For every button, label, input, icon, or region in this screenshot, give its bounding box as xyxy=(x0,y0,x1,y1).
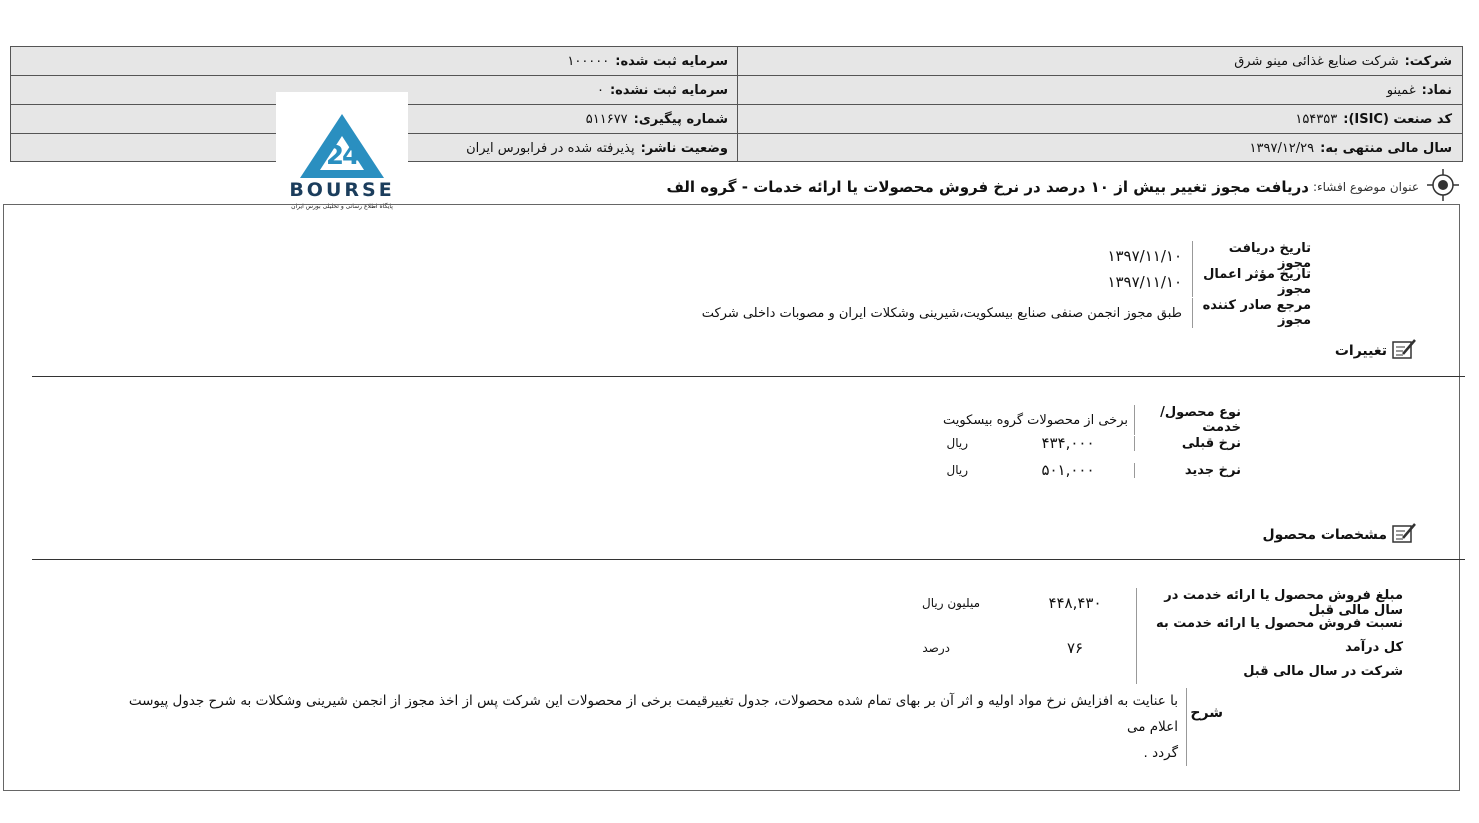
isic-value: ۱۵۴۳۵۳ xyxy=(1295,111,1338,127)
new-rate-unit: ریال xyxy=(946,463,968,477)
description-line2: گردد . xyxy=(1143,745,1178,761)
product-type-label: نوع محصول/خدمت xyxy=(1134,405,1241,435)
unregistered-capital-label: سرمایه ثبت نشده: xyxy=(609,82,728,98)
new-rate-row xyxy=(946,461,1241,479)
product-type-row xyxy=(943,405,1241,435)
info-row-isic xyxy=(11,105,1462,134)
new-rate-label: نرخ جدید xyxy=(1134,463,1241,478)
issuer-value: طبق مجوز انجمن صنفی صنایع بیسکویت،شیرینی وشکلات ایران و مصوبات داخلی شرکت xyxy=(701,305,1182,321)
registered-capital-label: سرمایه ثبت شده: xyxy=(615,53,728,69)
disclosure-subject xyxy=(666,170,1459,204)
sales-ratio-label-line2: شرکت در سال مالی قبل xyxy=(1243,664,1403,679)
changes-title: تغییرات xyxy=(1334,343,1387,359)
publisher-status-value: پذیرفته شده در فرابورس ایران xyxy=(466,140,635,156)
target-icon xyxy=(1427,169,1459,205)
product-specs-title: مشخصات محصول xyxy=(1262,527,1387,543)
changes-divider xyxy=(32,376,1465,377)
fiscal-year-cell xyxy=(737,134,1462,162)
sales-amount-unit: میلیون ریال xyxy=(922,596,980,610)
svg-text:2: 2 xyxy=(326,141,345,171)
edit-icon xyxy=(1387,521,1417,549)
company-cell xyxy=(737,47,1462,75)
bourse24-logo-mark xyxy=(276,92,408,210)
product-specs-divider xyxy=(32,559,1465,560)
info-row-fiscal xyxy=(11,134,1462,162)
sales-ratio-value: ۷۶ xyxy=(1066,639,1084,657)
sales-ratio-unit: درصد xyxy=(922,641,950,655)
registered-capital-cell xyxy=(11,47,738,75)
previous-rate-unit: ریال xyxy=(946,436,968,450)
sales-ratio-label-line1: نسبت فروش محصول یا ارائه خدمت به کل درآمد xyxy=(1156,616,1403,655)
sales-ratio-label xyxy=(1136,612,1403,684)
effective-date-label: تاریخ مؤثر اعمال مجوز xyxy=(1192,267,1311,297)
unregistered-capital-value: ۰ xyxy=(596,82,604,98)
svg-text:پایگاه اطلاع رسانی و تحلیلی بو: پایگاه اطلاع رسانی و تحلیلی بورس ایران xyxy=(291,203,393,210)
disclosure-body xyxy=(3,204,1460,791)
tracking-value: ۵۱۱۶۷۷ xyxy=(585,111,628,127)
previous-rate-label: نرخ قبلی xyxy=(1134,436,1241,451)
company-label: شرکت: xyxy=(1404,53,1452,69)
issuer-label: مرجع صادر کننده مجوز xyxy=(1192,298,1311,328)
product-specs-section-title xyxy=(1263,521,1417,549)
description-label: شرح xyxy=(1190,705,1223,721)
svg-text:BOURSE: BOURSE xyxy=(289,179,395,201)
issuer-row xyxy=(702,298,1311,328)
new-rate-value: ۵۰۱,۰۰۰ xyxy=(1041,461,1095,479)
sales-amount-value: ۴۴۸,۴۳۰ xyxy=(1048,594,1102,612)
info-row-company xyxy=(11,47,1462,76)
info-row-symbol xyxy=(11,76,1462,105)
changes-section-title xyxy=(1335,337,1417,365)
isic-label: کد صنعت (ISIC): xyxy=(1343,111,1452,127)
company-info-table xyxy=(10,46,1463,162)
subject-label: عنوان موضوع افشاء: xyxy=(1312,180,1419,194)
bourse24-logo xyxy=(276,92,408,210)
previous-rate-value: ۴۳۴,۰۰۰ xyxy=(1041,434,1095,452)
previous-rate-row xyxy=(946,434,1241,452)
receive-date-label: تاریخ دریافت مجوز xyxy=(1192,241,1311,271)
effective-date-value: ۱۳۹۷/۱۱/۱۰ xyxy=(1107,273,1182,291)
edit-icon xyxy=(1387,337,1417,365)
effective-date-row xyxy=(1107,267,1311,297)
description-line1: با عنایت به افزایش نرخ مواد اولیه و اثر آن بر بهای تمام شده محصولات، جدول تغییرقیمت برخی از محصولات این شرکت پس از اخذ مجوز از انجمن شیرینی وشکلات به شرح جدول پیوست اعلام می xyxy=(128,693,1178,735)
isic-cell xyxy=(737,105,1462,133)
svg-text:4: 4 xyxy=(342,141,361,171)
company-value: شرکت صنایع غذائی مینو شرق xyxy=(1234,53,1399,69)
subject-title: دریافت مجوز تغییر بیش از ۱۰ درصد در نرخ فروش محصولات یا ارائه خدمات - گروه الف xyxy=(666,178,1309,196)
receive-date-value: ۱۳۹۷/۱۱/۱۰ xyxy=(1107,247,1182,265)
tracking-label: شماره پیگیری: xyxy=(633,111,728,127)
sales-amount-label: مبلغ فروش محصول یا ارائه خدمت در سال مالی قبل xyxy=(1136,588,1403,618)
sales-ratio-row xyxy=(922,612,1403,684)
publisher-status-label: وضعیت ناشر: xyxy=(640,140,728,156)
registered-capital-value: ۱۰۰۰۰۰ xyxy=(567,53,610,69)
fiscal-year-label: سال مالی منتهی به: xyxy=(1320,140,1452,156)
symbol-label: نماد: xyxy=(1421,82,1452,98)
symbol-value: غمینو xyxy=(1386,82,1416,98)
fiscal-year-value: ۱۳۹۷/۱۲/۲۹ xyxy=(1249,140,1315,156)
product-type-value: برخی از محصولات گروه بیسکویت xyxy=(943,412,1128,428)
symbol-cell xyxy=(737,76,1462,104)
description-text xyxy=(98,688,1187,766)
